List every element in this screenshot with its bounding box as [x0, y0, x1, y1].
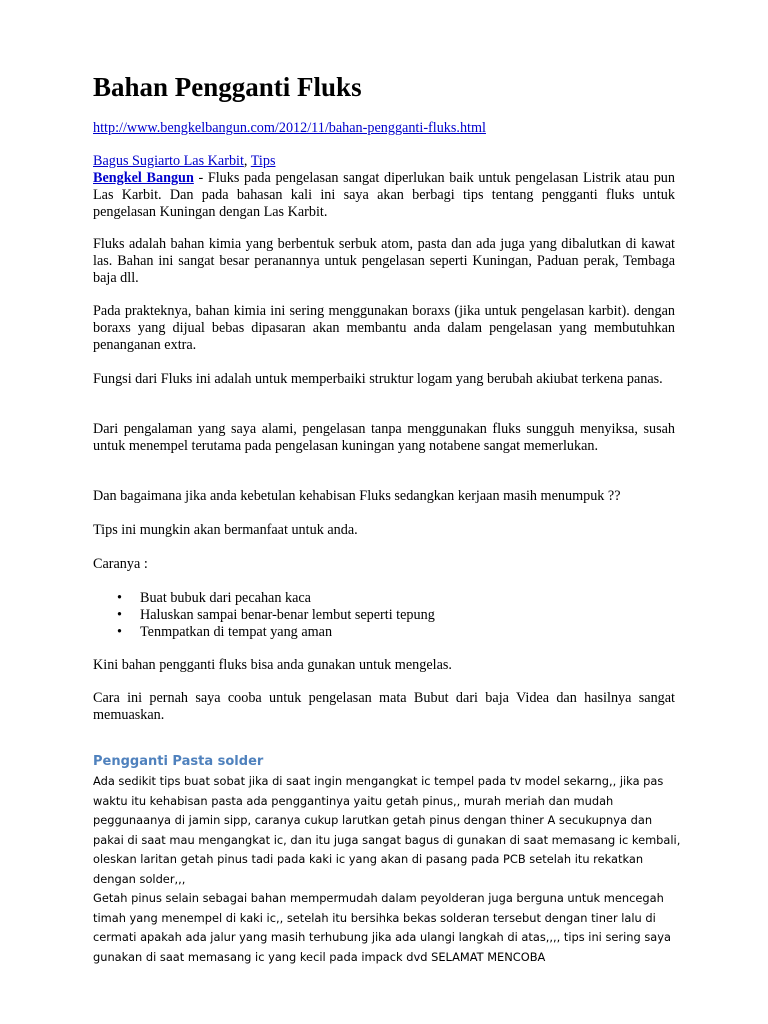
- byline-separator: ,: [243, 153, 251, 169]
- author-link[interactable]: Bagus Sugiarto Las Karbit: [93, 153, 244, 169]
- paragraph: Dan bagaimana jika anda kebetulan kehabisan Fluks sedangkan kerjaan masih menumpuk ??: [93, 488, 621, 504]
- body-line: Ada sedikit tips buat sobat jika di saat ingin mengangkat ic tempel pada tv model sekarng,, jika pas: [93, 774, 664, 788]
- paragraph: Pada prakteknya, bahan kimia ini sering menggunakan boraxs (jika untuk pengelasan karbit). dengan boraxs yang dijual bebas dipasaran akan membantu anda dalam pengelasan yang membutuhkan penanganan extra.: [93, 303, 675, 353]
- section-heading: Pengganti Pasta solder: [93, 754, 264, 769]
- body-line: waktu itu kehabisan pasta ada penggantinya yaitu getah pinus,, murah meriah dan mudah: [93, 793, 614, 808]
- paragraph: Fluks adalah bahan kimia yang berbentuk serbuk atom, pasta dan ada juga yang dibalutkan di kawat las. Bahan ini sangat besar peranannya untuk pengelasan seperti Kuningan, Paduan perak, Tembaga baja dll.: [93, 236, 675, 286]
- page-title: Bahan Pengganti Fluks: [93, 72, 362, 102]
- tag-link[interactable]: Tips: [250, 153, 276, 169]
- list-item: [93, 607, 653, 624]
- paragraph: Tips ini mungkin akan bermanfaat untuk anda.: [93, 522, 358, 538]
- body-line: Getah pinus selain sebagai bahan mempermudah dalam peyolderan juga berguna untuk mencegah: [93, 891, 664, 905]
- paragraph: Fungsi dari Fluks ini adalah untuk memperbaiki struktur logam yang berubah akiubat terkena panas.: [93, 371, 663, 387]
- steps-list: [93, 590, 653, 641]
- paragraph: Kini bahan pengganti fluks bisa anda gunakan untuk mengelas.: [93, 657, 452, 673]
- intro-text: - Fluks pada pengelasan sangat diperlukan baik untuk pengelasan Listrik atau pun Las Karbit. Dan pada bahasan kali ini saya akan berbagi tips tentang pengganti fluks untuk pengelasan Kuningan dengan Las Karbit.: [93, 170, 675, 220]
- body-line: dengan solder,,,: [93, 871, 186, 886]
- body-line: pakai di saat mau mengangkat ic, dan itu juga sangat bagus di gunakan di saat memasang ic kembali,: [93, 832, 681, 847]
- list-item: [93, 590, 653, 607]
- list-item-text: Haluskan sampai benar-benar lembut seperti tepung: [140, 607, 435, 623]
- solder-tips-body: [93, 772, 693, 967]
- body-line: peggunaanya di jamin sipp, caranya cukup larutkan getah pinus dengan thiner A secukupnya dan: [93, 813, 653, 827]
- bullet-icon: •: [117, 590, 122, 606]
- paragraph: Cara ini pernah saya cooba untuk pengelasan mata Bubut dari baja Videa dan hasilnya sangat memuaskan.: [93, 690, 675, 723]
- list-item: [93, 624, 653, 641]
- byline: [93, 153, 276, 170]
- paragraph: Dari pengalaman yang saya alami, pengelasan tanpa menggunakan fluks sungguh menyiksa, susah untuk menempel terutama pada pengelasan kuningan yang notabene sangat memerlukan.: [93, 421, 675, 454]
- site-link[interactable]: Bengkel Bangun: [93, 170, 194, 186]
- source-url: [93, 120, 486, 137]
- body-line: gunakan di saat memasang ic yang kecil pada impack dvd SELAMAT MENCOBA: [93, 949, 546, 964]
- list-item-text: Buat bubuk dari pecahan kaca: [140, 590, 311, 606]
- source-url-link[interactable]: http://www.bengkelbangun.com/2012/11/bahan-pengganti-fluks.html: [93, 120, 486, 136]
- intro-paragraph: [93, 170, 675, 221]
- paragraph: Caranya :: [93, 556, 148, 572]
- bullet-icon: •: [117, 624, 122, 640]
- bullet-icon: •: [117, 607, 122, 623]
- body-line: cermati apakah ada jalur yang masih terhubung jika ada ulangi langkah di atas,,,, tips ini sering saya: [93, 930, 671, 944]
- body-line: oleskan laritan getah pinus tadi pada kaki ic yang akan di pasang pada PCB setelah itu rekatkan: [93, 852, 644, 866]
- body-line: timah yang menempel di kaki ic,, setelah itu bersihka bekas solderan tersebut dengan tiner lalu di: [93, 910, 656, 925]
- list-item-text: Tenmpatkan di tempat yang aman: [140, 624, 333, 640]
